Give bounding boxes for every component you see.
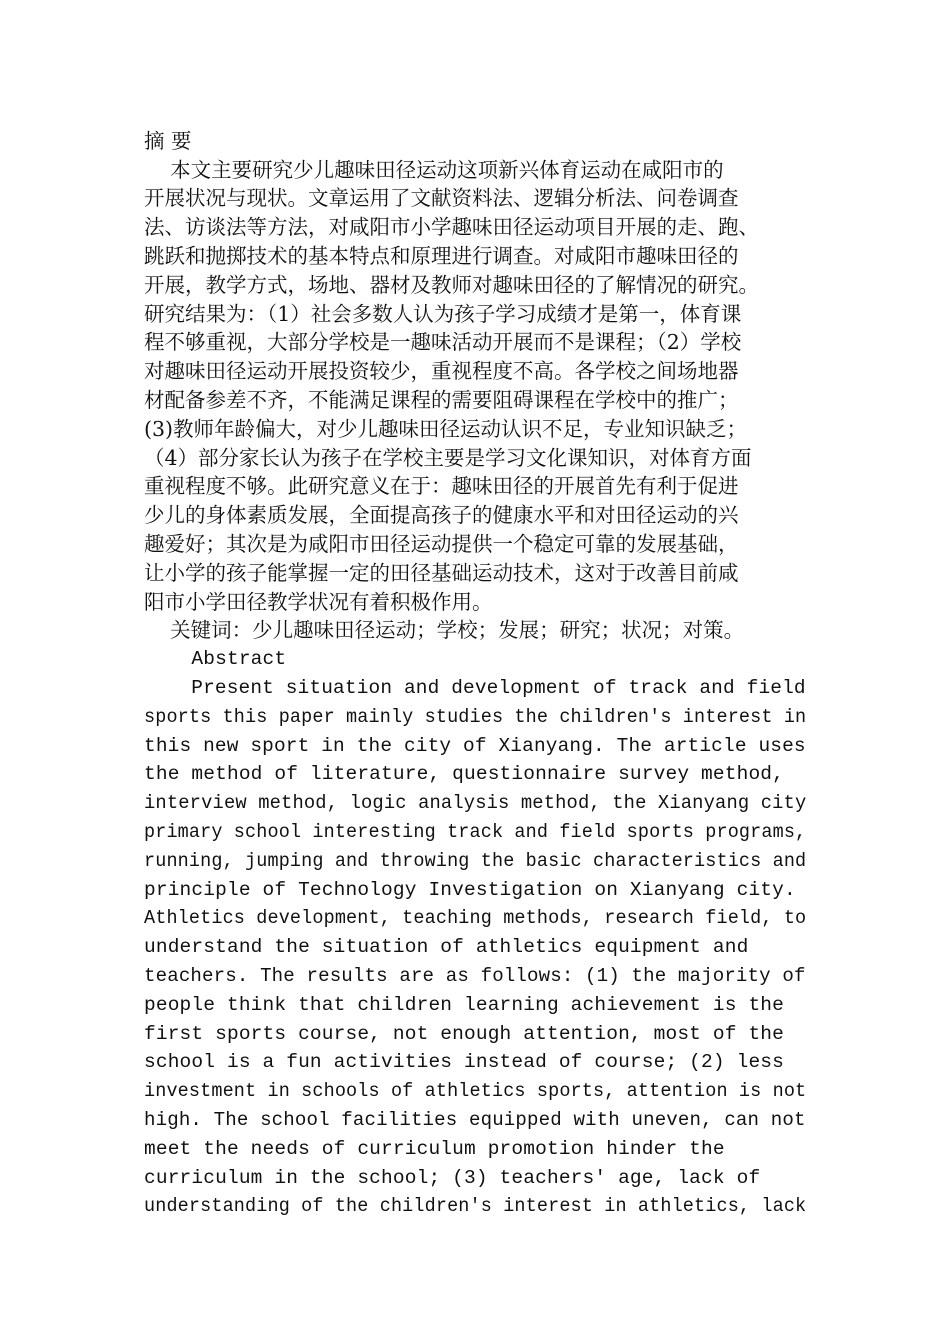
- english-abstract-line: understand the situation of athletics equipment and: [144, 936, 749, 958]
- english-abstract-line: running, jumping and throwing the basic characteristics and: [144, 850, 807, 872]
- english-abstract-line: people think that children learning achievement is the: [144, 994, 785, 1016]
- english-abstract-line: understanding of the children's interest in athletics, lack: [144, 1195, 807, 1217]
- english-abstract-line: Present situation and development of track and field: [144, 677, 806, 699]
- chinese-abstract-line: 跳跃和抛掷技术的基本特点和原理进行调查。对咸阳市趣味田径的: [144, 244, 739, 268]
- english-abstract-line: meet the needs of curriculum promotion hinder the: [144, 1138, 725, 1160]
- chinese-abstract-line: (3)教师年龄偏大，对少儿趣味田径运动认识不足，专业知识缺乏；: [144, 417, 748, 441]
- chinese-keywords: 关键词：少儿趣味田径运动；学校；发展；研究；状况；对策。: [144, 618, 745, 642]
- english-abstract-line: high. The school facilities equipped with uneven, can not: [144, 1109, 806, 1131]
- chinese-abstract-line: 开展，教学方式，场地、器材及教师对趣味田径的了解情况的研究。: [144, 273, 759, 297]
- chinese-abstract-line: 阳市小学田径教学状况有着积极作用。: [144, 590, 493, 614]
- chinese-abstract-line: 重视程度不够。此研究意义在于：趣味田径的开展首先有利于促进: [144, 474, 739, 498]
- english-abstract-line: principle of Technology Investigation on Xianyang city.: [144, 879, 796, 901]
- english-abstract-line: primary school interesting track and field sports programs,: [144, 821, 807, 843]
- english-abstract-line: school is a fun activities instead of course; (2) less: [144, 1051, 785, 1073]
- chinese-abstract-line: 研究结果为：（1）社会多数人认为孩子学习成绩才是第一，体育课: [144, 302, 742, 326]
- chinese-abstract-line: 法、访谈法等方法，对咸阳市小学趣味田径运动项目开展的走、跑、: [144, 215, 759, 239]
- chinese-abstract-line: 趣爱好；其次是为咸阳市田径运动提供一个稳定可靠的发展基础，: [144, 532, 739, 556]
- chinese-abstract-line: 对趣味田径运动开展投资较少，重视程度不高。各学校之间场地器: [144, 359, 739, 383]
- english-abstract-line: this new sport in the city of Xianyang. The article uses: [144, 735, 806, 757]
- english-abstract-line: sports this paper mainly studies the children's interest in: [144, 706, 807, 728]
- english-abstract-line: teachers. The results are as follows: (1) the majority of: [144, 965, 806, 987]
- english-abstract-line: investment in schools of athletics sports, attention is not: [144, 1080, 807, 1102]
- english-abstract-line: interview method, logic analysis method, the Xianyang city: [144, 792, 807, 814]
- english-abstract-heading: Abstract: [144, 648, 287, 670]
- chinese-abstract-line: 本文主要研究少儿趣味田径运动这项新兴体育运动在咸阳市的: [144, 158, 724, 182]
- chinese-abstract-line: 让小学的孩子能掌握一定的田径基础运动技术，这对于改善目前咸: [144, 561, 739, 585]
- english-abstract-line: Athletics development, teaching methods, research field, to: [144, 907, 807, 929]
- chinese-abstract-line: 程不够重视，大部分学校是一趣味活动开展而不是课程；（2）学校: [144, 330, 742, 354]
- chinese-abstract-line: 开展状况与现状。文章运用了文献资料法、逻辑分析法、问卷调查: [144, 186, 739, 210]
- english-abstract-line: first sports course, not enough attention, most of the: [144, 1023, 785, 1045]
- english-abstract-line: curriculum in the school; (3) teachers' age, lack of: [144, 1167, 761, 1189]
- chinese-abstract-line: （4）部分家长认为孩子在学校主要是学习文化课知识，对体育方面: [144, 446, 752, 470]
- chinese-abstract-line: 少儿的身体素质发展，全面提高孩子的健康水平和对田径运动的兴: [144, 503, 739, 527]
- chinese-abstract-line: 材配备参差不齐，不能满足课程的需要阻碍课程在学校中的推广；: [144, 388, 739, 412]
- english-abstract-line: the method of literature, questionnaire survey method,: [144, 763, 785, 785]
- chinese-abstract-heading: 摘 要: [144, 129, 192, 153]
